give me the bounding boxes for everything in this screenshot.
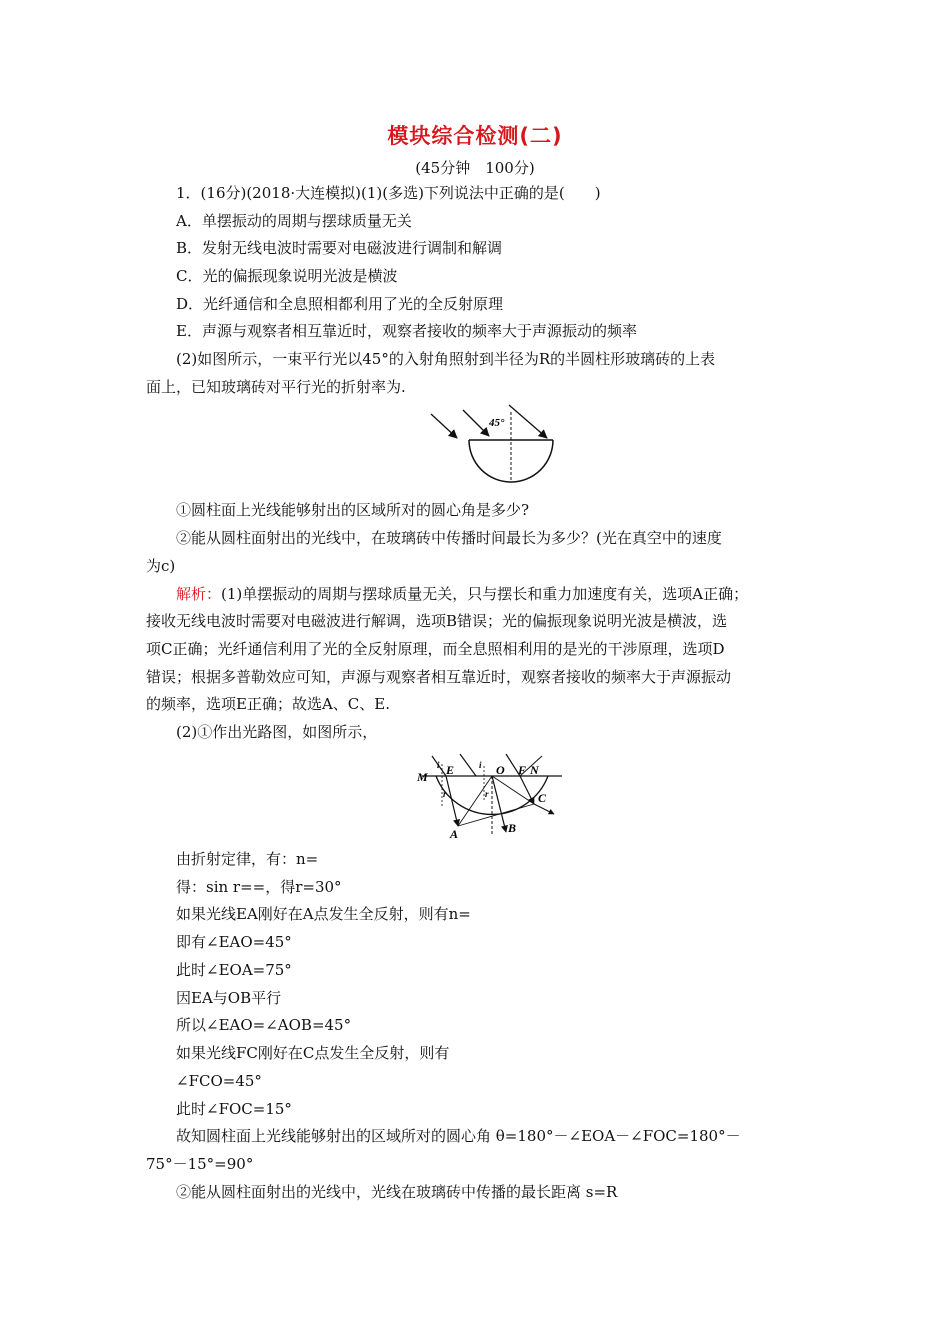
label-a: A bbox=[450, 827, 459, 841]
label-i-center: i bbox=[479, 760, 482, 770]
option-d: D．光纤通信和全息照相都利用了光的全反射原理 bbox=[176, 295, 504, 313]
label-f: F bbox=[518, 763, 527, 777]
label-o: O bbox=[496, 763, 505, 777]
analysis-line-3: 项C正确；光纤通信利用了光的全反射原理，而全息照相利用的是光的干涉原理，选项D bbox=[146, 640, 725, 658]
option-e: E．声源与观察者相互靠近时，观察者接收的频率大于声源振动的频率 bbox=[176, 322, 637, 340]
solution-line-13: ②能从圆柱面射出的光线中，光线在玻璃砖中传播的最长距离 s=R bbox=[176, 1183, 618, 1201]
label-n: N bbox=[530, 763, 539, 777]
solution-line-1: 由折射定律，有：n= bbox=[176, 850, 319, 868]
solution-line-11: 故知圆柱面上光线能够射出的区域所对的圆心角 θ=180°－∠EOA－∠FOC=180°－ bbox=[176, 1127, 741, 1145]
page-title: 模块综合检测(二) bbox=[387, 124, 563, 148]
solution-line-3: 如果光线EA刚好在A点发生全反射，则有n= bbox=[176, 905, 471, 923]
solution-line-9: ∠FCO=45° bbox=[176, 1072, 262, 1090]
subquestion-2-cont: 为c) bbox=[146, 557, 176, 575]
solution-line-5: 此时∠EOA=75° bbox=[176, 961, 292, 979]
label-i-left: i bbox=[437, 760, 440, 770]
analysis-line-2: 接收无线电波时需要对电磁波进行解调，选项B错误；光的偏振现象说明光波是横波，选 bbox=[146, 612, 728, 630]
label-b: B bbox=[508, 821, 517, 835]
part-2-stem-cont: 面上，已知玻璃砖对平行光的折射率为. bbox=[146, 378, 406, 396]
option-b: B．发射无线电波时需要对电磁波进行调制和解调 bbox=[176, 239, 503, 257]
solution-line-8: 如果光线FC刚好在C点发生全反射，则有 bbox=[176, 1044, 450, 1062]
label-r-center: r bbox=[485, 789, 489, 799]
analysis-line-4: 错误；根据多普勒效应可知，声源与观察者相互靠近时，观察者接收的频率大于声源振动 bbox=[146, 668, 732, 686]
analysis-part-2: (2)①作出光路图，如图所示， bbox=[176, 723, 378, 741]
analysis-line-5: 的频率，选项E正确；故选A、C、E. bbox=[146, 695, 390, 713]
solution-line-12: 75°－15°=90° bbox=[146, 1155, 254, 1173]
figure-half-cylinder bbox=[425, 402, 565, 487]
solution-line-2: 得：sin r==，得r=30° bbox=[176, 878, 342, 896]
angle-label: 45° bbox=[489, 417, 505, 429]
figure-light-path bbox=[412, 752, 572, 842]
label-r-left: r bbox=[443, 789, 447, 799]
question-1-stem: 1．(16分)(2018·大连模拟)(1)(多选)下列说法中正确的是( ) bbox=[176, 184, 601, 202]
label-m: M bbox=[417, 770, 428, 784]
solution-line-10: 此时∠FOC=15° bbox=[176, 1100, 292, 1118]
option-a: A．单摆振动的周期与摆球质量无关 bbox=[176, 212, 412, 230]
page-subtitle: (45分钟 100分) bbox=[415, 159, 535, 177]
solution-line-6: 因EA与OB平行 bbox=[176, 989, 282, 1007]
solution-line-7: 所以∠EAO=∠AOB=45° bbox=[176, 1016, 352, 1034]
analysis-label: 解析： bbox=[176, 585, 222, 603]
analysis-line-1: 解析：(1)单摆振动的周期与摆球质量无关，只与摆长和重力加速度有关，选项A正确； bbox=[176, 585, 749, 603]
subquestion-2: ②能从圆柱面射出的光线中，在玻璃砖中传播时间最长为多少？(光在真空中的速度 bbox=[176, 529, 722, 547]
option-c: C．光的偏振现象说明光波是横波 bbox=[176, 267, 398, 285]
label-c: C bbox=[538, 791, 547, 805]
part-2-stem: (2)如图所示，一束平行光以45°的入射角照射到半径为R的半圆柱形玻璃砖的上表 bbox=[176, 350, 716, 368]
solution-line-4: 即有∠EAO=45° bbox=[176, 933, 292, 951]
label-e: E bbox=[446, 763, 455, 777]
subquestion-1: ①圆柱面上光线能够射出的区域所对的圆心角是多少? bbox=[176, 501, 530, 519]
